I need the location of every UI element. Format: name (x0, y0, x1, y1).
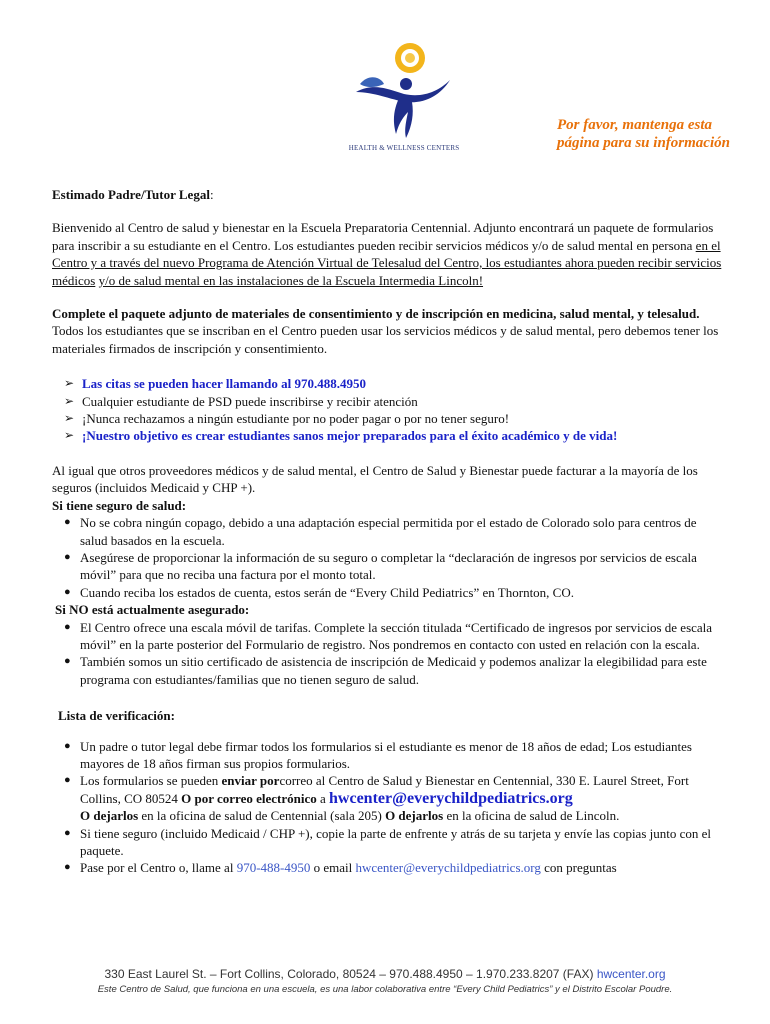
bullet-icon: ● (64, 861, 71, 874)
list-item-text: El Centro ofrece una escala móvil de tarifas. Complete la sección titulada “Certificado de ingresos por servicios de escala móvil” en la parte posterior del Formulario de registro. Nos pondremos en contacto con usted en relación con la escala. (80, 619, 713, 652)
list-item-text: Asegúrese de proporcionar la información de su seguro o completar la “declaración de ingresos por servicios de escala móvil” para que no reciba una factura por el monto total. (80, 549, 697, 583)
logo-figure-icon (334, 34, 474, 144)
list-item (64, 619, 722, 654)
text-span: a (316, 790, 330, 806)
text-span: con preguntas (540, 860, 617, 876)
text-span: Pase por el Centro o, llame al (80, 860, 237, 876)
bullet-icon: ● (64, 550, 71, 563)
bullet-icon: ● (64, 739, 71, 752)
complete-paragraph (52, 305, 722, 357)
list-item-text: Cuando reciba los estados de cuenta, estos serán de “Every Child Pediatrics” en Thornton, CO. (80, 584, 574, 600)
greeting-text: Estimado Padre/Tutor Legal (52, 187, 210, 202)
bullet-icon: ● (64, 516, 71, 529)
list-item (64, 738, 722, 773)
bullet-icon: ● (64, 774, 71, 787)
bullet-icon: ● (64, 655, 71, 668)
list-item-text: No se cobra ningún copago, debido a una adaptación especial permitida por el estado de Colorado solo para centros de salud basados en la escuela. (80, 515, 697, 548)
text-span: en la oficina de salud de Lincoln. (443, 808, 620, 824)
text-span-bold: O por correo electrónico (181, 790, 317, 806)
uninsured-heading: Si NO está actualmente asegurado: (55, 602, 250, 618)
email-link[interactable]: hwcenter@everychildpediatrics.org (355, 860, 541, 876)
list-item (64, 514, 722, 549)
footer-address-text: 330 East Laurel St. – Fort Collins, Colorado, 80524 – 970.488.4950 – 1.970.233.8207 (FAX) (104, 967, 594, 981)
footer-address (0, 967, 770, 981)
bullet-icon: ● (64, 826, 71, 839)
greeting (52, 186, 722, 203)
list-item (64, 859, 722, 876)
list-item (64, 410, 722, 427)
highlight-text: ¡Nunca rechazamos a ningún estudiante por no poder pagar o por no tener seguro! (82, 411, 510, 427)
text-span: en la oficina de salud de Centennial (sala 205) (138, 808, 386, 824)
text-span-bold: O dejarlos (80, 808, 139, 824)
list-item (64, 393, 722, 410)
arrow-bullet-icon: ➢ (64, 376, 75, 391)
bullet-icon: ● (64, 585, 71, 598)
uninsured-list (52, 619, 722, 689)
checklist-list (52, 738, 722, 877)
list-item (64, 825, 722, 860)
list-item-text: Si tiene seguro (incluido Medicaid / CHP +), copie la parte de enfrente y atrás de su tarjeta y envíe las copias junto con el paquete. (80, 825, 712, 858)
list-item (64, 549, 722, 584)
arrow-bullet-icon: ➢ (64, 393, 75, 408)
highlight-text: Cualquier estudiante de PSD puede inscribirse y recibir atención (82, 393, 418, 409)
footer-collaboration-note: Este Centro de Salud, que funciona en una escuela, es una labor colaborativa entre “Every Child Pediatrics” y el Distrito Escolar Poudre. (97, 984, 673, 995)
complete-bold: Complete el paquete adjunto de materiales de consentimiento y de inscripción en medicina, salud mental, y telesalud. (52, 306, 700, 322)
intro-underlined-2: y/o de salud mental en las instalaciones de la Escuela Intermedia Lincoln! (98, 272, 484, 288)
text-span: correo al Centro de Salud y Bienestar en Centennial, 330 E. Laurel Street, Fort Collins, CO 80524 (80, 773, 689, 806)
list-item (64, 427, 722, 444)
phone-link[interactable]: 970-488-4950 (236, 860, 311, 876)
appointments-phone: Las citas se pueden hacer llamando al 970.488.4950 (82, 376, 366, 392)
list-item-text: También somos un sitio certificado de asistencia de inscripción de Medicaid y podemos analizar la elegibilidad para este programa con estudiantes/familias que no tienen seguro de salud. (80, 654, 707, 687)
greeting-colon: : (209, 187, 214, 202)
intro-plain: Bienvenido al Centro de salud y bienestar en la Escuela Preparatoria Centennial. Adjunto encontrará un paquete de formularios para inscribir a su estudiante en el Centro. Los estudiantes pueden recibir servicios médicos y/o de salud mental en persona (52, 220, 714, 253)
goal-text: ¡Nuestro objetivo es crear estudiantes sanos mejor preparados para el éxito académico y de vida! (82, 428, 618, 444)
email-link[interactable]: hwcenter@everychildpediatrics.org (329, 789, 573, 807)
complete-rest: Todos los estudiantes que se inscriban en el Centro pueden usar los servicios médicos y de salud mental, pero debemos tener los materiales firmados de inscripción y consentimiento. (52, 323, 719, 356)
intro-underlined-1: en el Centro y a través del nuevo Programa de Atención Virtual de Telesalud del Centro, los estudiantes ahora pueden recibir servicios médicos (52, 237, 722, 288)
text-span-bold: O dejarlos (385, 808, 444, 824)
text-span: Los formularios se pueden (80, 773, 222, 789)
health-wellness-logo (334, 34, 474, 160)
list-item-text: Un padre o tutor legal debe firmar todos los formularios si el estudiante es menor de 18 años de edad; Los estudiantes mayores de 18 años firman sus propios formularios. (80, 738, 692, 771)
text-span: o email (310, 860, 356, 876)
list-item (64, 772, 722, 824)
arrow-bullet-icon: ➢ (64, 428, 75, 443)
highlights-list (52, 375, 722, 445)
list-item (64, 584, 722, 601)
billing-paragraph: Al igual que otros proveedores médicos y de salud mental, el Centro de Salud y Bienestar puede facturar a la mayoría de los seguros (incluidos Medicaid y CHP +). (52, 462, 698, 496)
intro-paragraph (52, 219, 722, 289)
checklist-heading: Lista de verificación: (58, 708, 175, 724)
website-link[interactable]: hwcenter.org (596, 967, 666, 981)
bullet-icon: ● (64, 620, 71, 633)
keep-page-note: Por favor, mantenga esta página para su información (557, 117, 730, 151)
text-span-bold: enviar por (221, 773, 280, 789)
list-item (64, 375, 722, 392)
logo-tagline: HEALTH & WELLNESS CENTERS (348, 144, 460, 152)
arrow-bullet-icon: ➢ (64, 411, 75, 426)
letter-body (52, 186, 722, 877)
insured-list (52, 514, 722, 601)
insured-heading: Si tiene seguro de salud: (52, 497, 187, 513)
list-item (64, 653, 722, 688)
